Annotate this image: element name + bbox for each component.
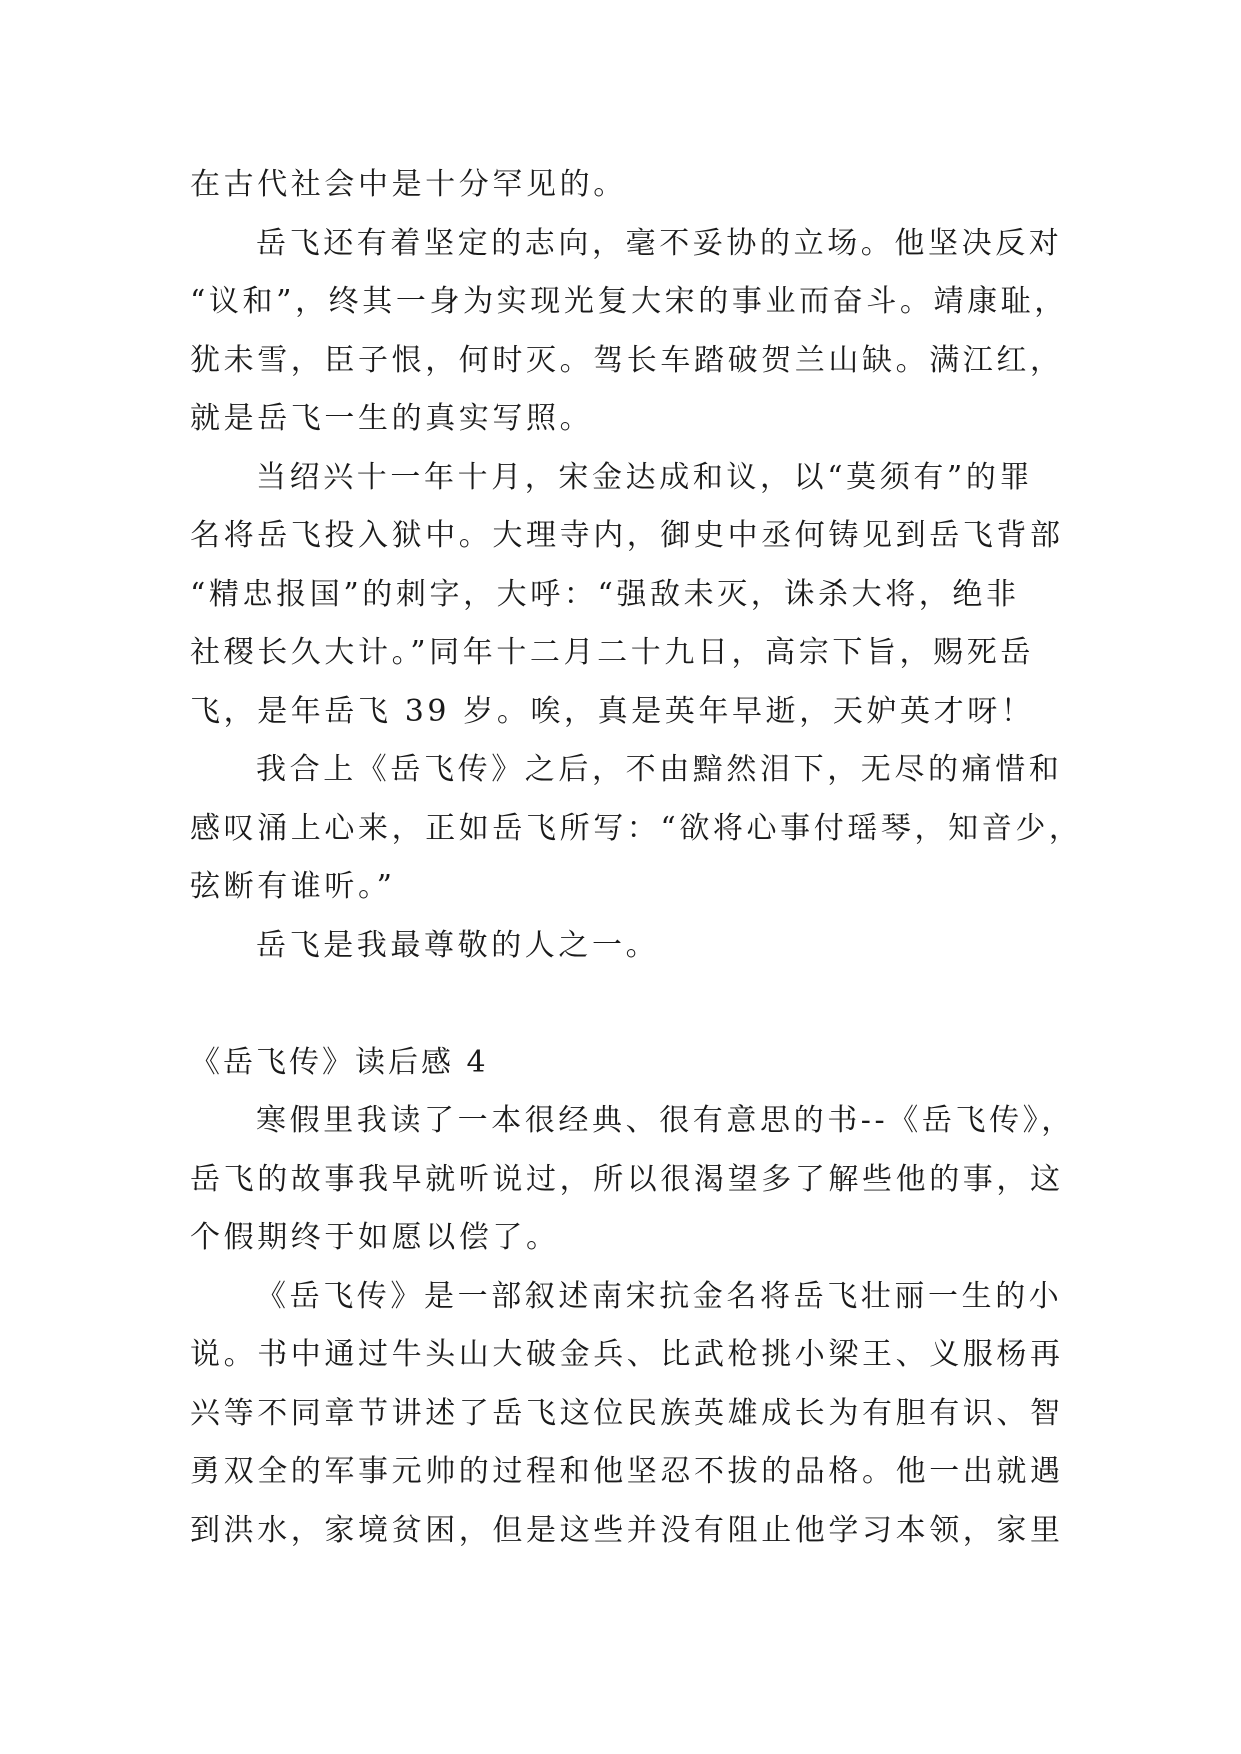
text-line: 犹未雪，臣子恨，何时灭。驾长车踏破贺兰山缺。满江红， (190, 342, 1064, 378)
text-line: 社稷长久大计。”同年十二月二十九日，高宗下旨，赐死岳 (190, 635, 1034, 670)
text-line: 勇双全的军事元帅的过程和他坚忍不拔的品格。他一出就遇 (190, 1454, 1064, 1489)
section-title: 《岳飞传》读后感 4 (190, 1044, 489, 1080)
text-line: 个假期终于如愿以偿了。 (190, 1220, 560, 1255)
text-line: 兴等不同章节讲述了岳飞这位民族英雄成长为有胆有识、智 (190, 1395, 1064, 1431)
paragraph-start-line: 寒假里我读了一本很经典、很有意思的书--《岳飞传》， (256, 1103, 1075, 1138)
paragraph-start-line: 岳飞还有着坚定的志向，毫不妥协的立场。他坚决反对 (256, 225, 1063, 261)
text-line: 名将岳飞投入狱中。大理寺内，御史中丞何铸见到岳飞背部 (190, 518, 1064, 553)
text-line: 岳飞的故事我早就听说过，所以很渴望多了解些他的事，这 (190, 1161, 1064, 1197)
text-line: “精忠报国”的刺字，大呼：“强敌未灭，诛杀大将，绝非 (190, 576, 1020, 612)
text-line: 飞，是年岳飞 39 岁。唉，真是英年早逝，天妒英才呀！ (190, 693, 1035, 729)
text-line: 到洪水，家境贫困，但是这些并没有阻止他学习本领，家里 (190, 1512, 1064, 1548)
text-line: 就是岳飞一生的真实写照。 (190, 401, 594, 436)
text-line: 感叹涌上心来，正如岳飞所写：“欲将心事付瑶琴，知音少， (190, 810, 1083, 846)
paragraph-start-line: 岳飞是我最尊敬的人之一。 (256, 927, 660, 963)
paragraph-start-line: 当绍兴十一年十月，宋金达成和议，以“莫须有”的罪 (256, 459, 1034, 495)
text-line: 在古代社会中是十分罕见的。 (190, 167, 627, 202)
paragraph-start-line: 《岳飞传》是一部叙述南宋抗金名将岳飞壮丽一生的小 (256, 1278, 1063, 1314)
blank-line (190, 975, 1070, 1034)
paragraph-start-line: 我合上《岳飞传》之后，不由黯然泪下，无尽的痛惜和 (256, 752, 1063, 787)
text-line: “议和”，终其一身为实现光复大宋的事业而奋斗。靖康耻， (190, 284, 1068, 319)
document-body (190, 156, 1083, 1560)
text-line: 说。书中通过牛头山大破金兵、比武枪挑小梁王、义服杨再 (190, 1337, 1064, 1372)
text-line: 弦断有谁听。” (190, 869, 396, 904)
